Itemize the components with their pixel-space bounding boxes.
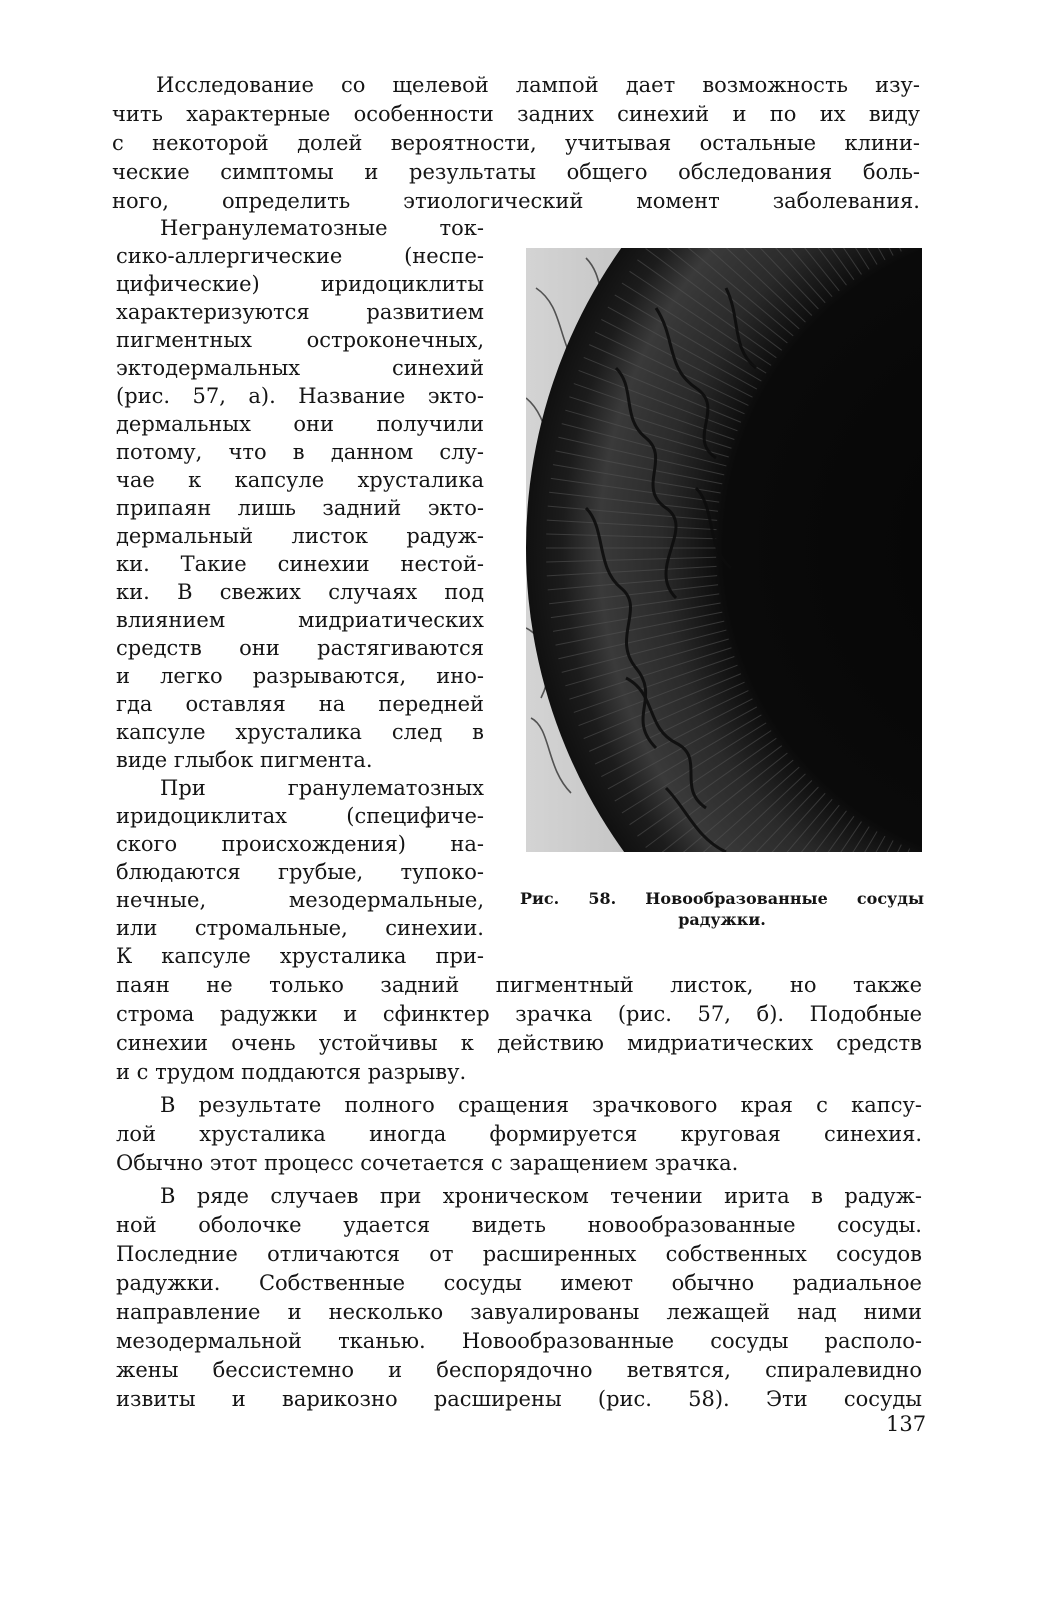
text-line: Обычно этот процесс сочетается с заращением зрачка. <box>116 1151 739 1175</box>
text-line: влиянием мидриатических <box>116 608 484 632</box>
figure-caption <box>520 888 924 930</box>
text-line: (рис. 57, а). Название экто- <box>116 384 484 408</box>
text-line: ского происхождения) на- <box>116 832 484 856</box>
text-line: К капсуле хрусталика при- <box>116 944 484 968</box>
text-line: характеризуются развитием <box>116 300 484 324</box>
text-line: или стромальные, синехии. <box>116 916 484 940</box>
text-line: радужки. Собственные сосуды имеют обычно радиальное <box>116 1271 922 1295</box>
text-line: строма радужки и сфинктер зрачка (рис. 57, б). Подобные <box>116 1002 922 1026</box>
text-line: В ряде случаев при хроническом течении ирита в радуж- <box>160 1184 922 1208</box>
text-line: сико-аллергические (неспе- <box>116 244 484 268</box>
text-line: средств они растягиваются <box>116 636 484 660</box>
text-line: При гранулематозных <box>160 776 484 800</box>
text-line: блюдаются грубые, тупоко- <box>116 860 484 884</box>
text-line: Негранулематозные ток- <box>160 216 484 240</box>
caption-line: Рис. 58. Новообразованные сосуды <box>520 889 924 908</box>
caption-line: радужки. <box>678 910 766 929</box>
text-line: чить характерные особенности задних синехий и по их виду <box>112 102 920 126</box>
text-line: ческие симптомы и результаты общего обследования боль- <box>112 160 920 184</box>
text-line: В результате полного сращения зрачкового края с капсу- <box>160 1093 922 1117</box>
text-line: направление и несколько завуалированы лежащей над ними <box>116 1300 922 1324</box>
text-line: ного, определить этиологический момент заболевания. <box>112 189 920 213</box>
text-line: припаян лишь задний экто- <box>116 496 484 520</box>
text-line: жены бессистемно и беспорядочно ветвятся, спиралевидно <box>116 1358 922 1382</box>
text-line: и с трудом поддаются разрыву. <box>116 1060 467 1084</box>
text-line: ки. Такие синехии нестой- <box>116 552 484 576</box>
text-line: дермальных они получили <box>116 412 484 436</box>
text-line: пигментных остроконечных, <box>116 328 484 352</box>
text-line: цифические) иридоциклиты <box>116 272 484 296</box>
text-line: иридоциклитах (специфиче- <box>116 804 484 828</box>
page-number: 137 <box>886 1412 927 1436</box>
text-line: ки. В свежих случаях под <box>116 580 484 604</box>
text-line: мезодермальной тканью. Новообразованные сосуды располо- <box>116 1329 922 1353</box>
text-line: гда оставляя на передней <box>116 692 484 716</box>
text-line: потому, что в данном слу- <box>116 440 484 464</box>
text-line: ной оболочке удается видеть новообразованные сосуды. <box>116 1213 922 1237</box>
text-line: с некоторой долей вероятности, учитывая остальные клини- <box>112 131 920 155</box>
text-line: Последние отличаются от расширенных собственных сосудов <box>116 1242 922 1266</box>
text-line: чае к капсуле хрусталика <box>116 468 484 492</box>
text-line: паян не только задний пигментный листок, но также <box>116 973 922 997</box>
text-line: нечные, мезодермальные, <box>116 888 484 912</box>
text-line: Исследование со щелевой лампой дает возможность изу- <box>156 73 920 97</box>
text-line: лой хрусталика иногда формируется круговая синехия. <box>116 1122 922 1146</box>
text-line: извиты и варикозно расширены (рис. 58). Эти сосуды <box>116 1387 922 1411</box>
text-line: синехии очень устойчивы к действию мидриатических средств <box>116 1031 922 1055</box>
text-line: дермальный листок радуж- <box>116 524 484 548</box>
text-line: виде глыбок пигмента. <box>116 748 373 772</box>
iris-photograph <box>526 248 922 852</box>
text-line: эктодермальных синехий <box>116 356 484 380</box>
text-line: капсуле хрусталика след в <box>116 720 484 744</box>
text-line: и легко разрываются, ино- <box>116 664 484 688</box>
